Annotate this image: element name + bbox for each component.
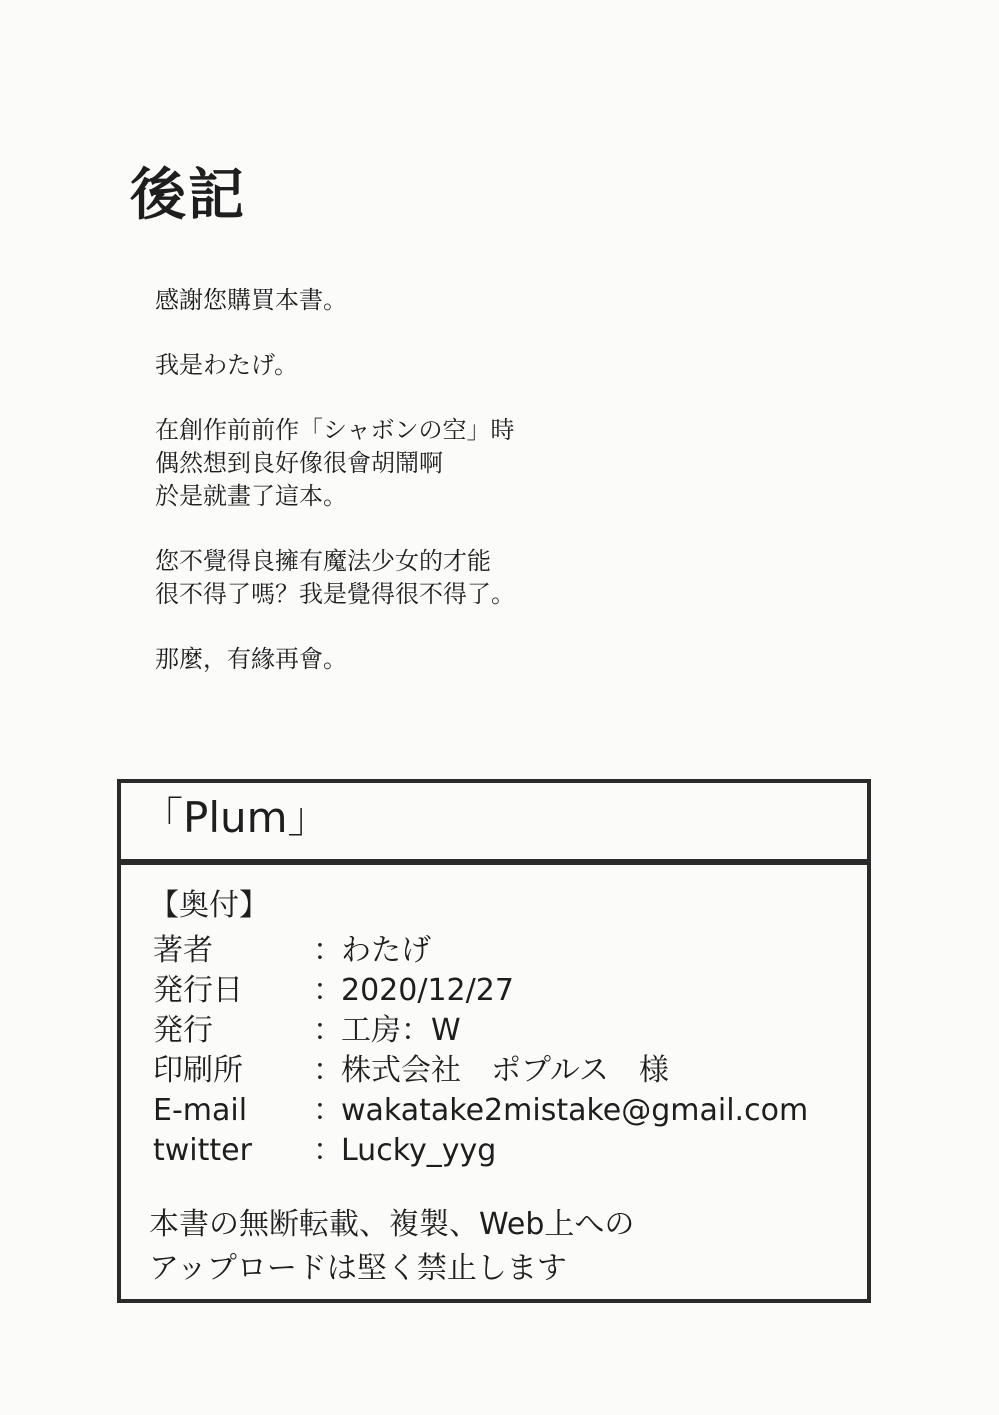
info-row-publish-date bbox=[153, 971, 808, 1011]
colophon-heading: 【奥付】 bbox=[149, 888, 269, 923]
info-row-email bbox=[153, 1091, 808, 1131]
copyright-notice bbox=[149, 1203, 634, 1291]
afterword-paragraph bbox=[155, 349, 515, 382]
notice-line: アップロードは堅く禁止します bbox=[149, 1251, 567, 1286]
info-separator: ： bbox=[313, 1053, 343, 1088]
info-separator: ： bbox=[313, 1013, 343, 1048]
info-value-email: wakatake2mistake@gmail.com bbox=[341, 1093, 809, 1128]
info-label: twitter bbox=[153, 1133, 252, 1168]
afterword-line: 很不得了嗎？我是覺得很不得了。 bbox=[155, 580, 515, 608]
info-value: わたげ bbox=[341, 933, 431, 968]
info-separator: ： bbox=[313, 1133, 343, 1168]
afterword-line: 您不覺得良擁有魔法少女的才能 bbox=[155, 547, 491, 575]
info-value: 2020/12/27 bbox=[341, 973, 514, 1008]
info-separator: ： bbox=[313, 933, 343, 968]
afterword-body bbox=[155, 284, 515, 708]
info-separator: ： bbox=[313, 1093, 343, 1128]
info-label: E-mail bbox=[153, 1093, 248, 1128]
notice-line: 本書の無断転載、複製、Web上への bbox=[149, 1207, 635, 1242]
info-label: 発行 bbox=[153, 1013, 213, 1048]
info-label: 発行日 bbox=[153, 973, 243, 1008]
afterword-line: 感謝您購買本書。 bbox=[155, 286, 347, 314]
info-row-printer bbox=[153, 1051, 808, 1091]
book-title: 「Plum」 bbox=[141, 793, 330, 842]
afterword-line: 在創作前前作「シャボンの空」時 bbox=[155, 416, 515, 444]
afterword-line: 我是わたげ。 bbox=[155, 351, 299, 379]
afterword-line: 那麼，有緣再會。 bbox=[155, 645, 347, 673]
info-value-twitter: Lucky_yyg bbox=[341, 1133, 497, 1168]
afterword-line: 於是就畫了這本。 bbox=[155, 482, 347, 510]
colophon-info-table bbox=[153, 931, 808, 1171]
info-row-author bbox=[153, 931, 808, 971]
afterword-paragraph bbox=[155, 414, 515, 513]
afterword-line: 偶然想到良好像很會胡鬧啊 bbox=[155, 449, 443, 477]
info-value: 株式会社 ポプルス 様 bbox=[341, 1053, 669, 1088]
afterword-paragraph bbox=[155, 643, 515, 676]
info-label: 印刷所 bbox=[153, 1053, 243, 1088]
afterword-title: 後記 bbox=[130, 163, 246, 228]
afterword-paragraph bbox=[155, 545, 515, 611]
book-title-row bbox=[121, 783, 867, 865]
info-value: 工房：W bbox=[341, 1013, 461, 1048]
info-row-twitter bbox=[153, 1131, 808, 1171]
info-row-publisher bbox=[153, 1011, 808, 1051]
info-separator: ： bbox=[313, 973, 343, 1008]
colophon-box bbox=[117, 779, 871, 1303]
info-label: 著者 bbox=[153, 933, 213, 968]
afterword-paragraph bbox=[155, 284, 515, 317]
